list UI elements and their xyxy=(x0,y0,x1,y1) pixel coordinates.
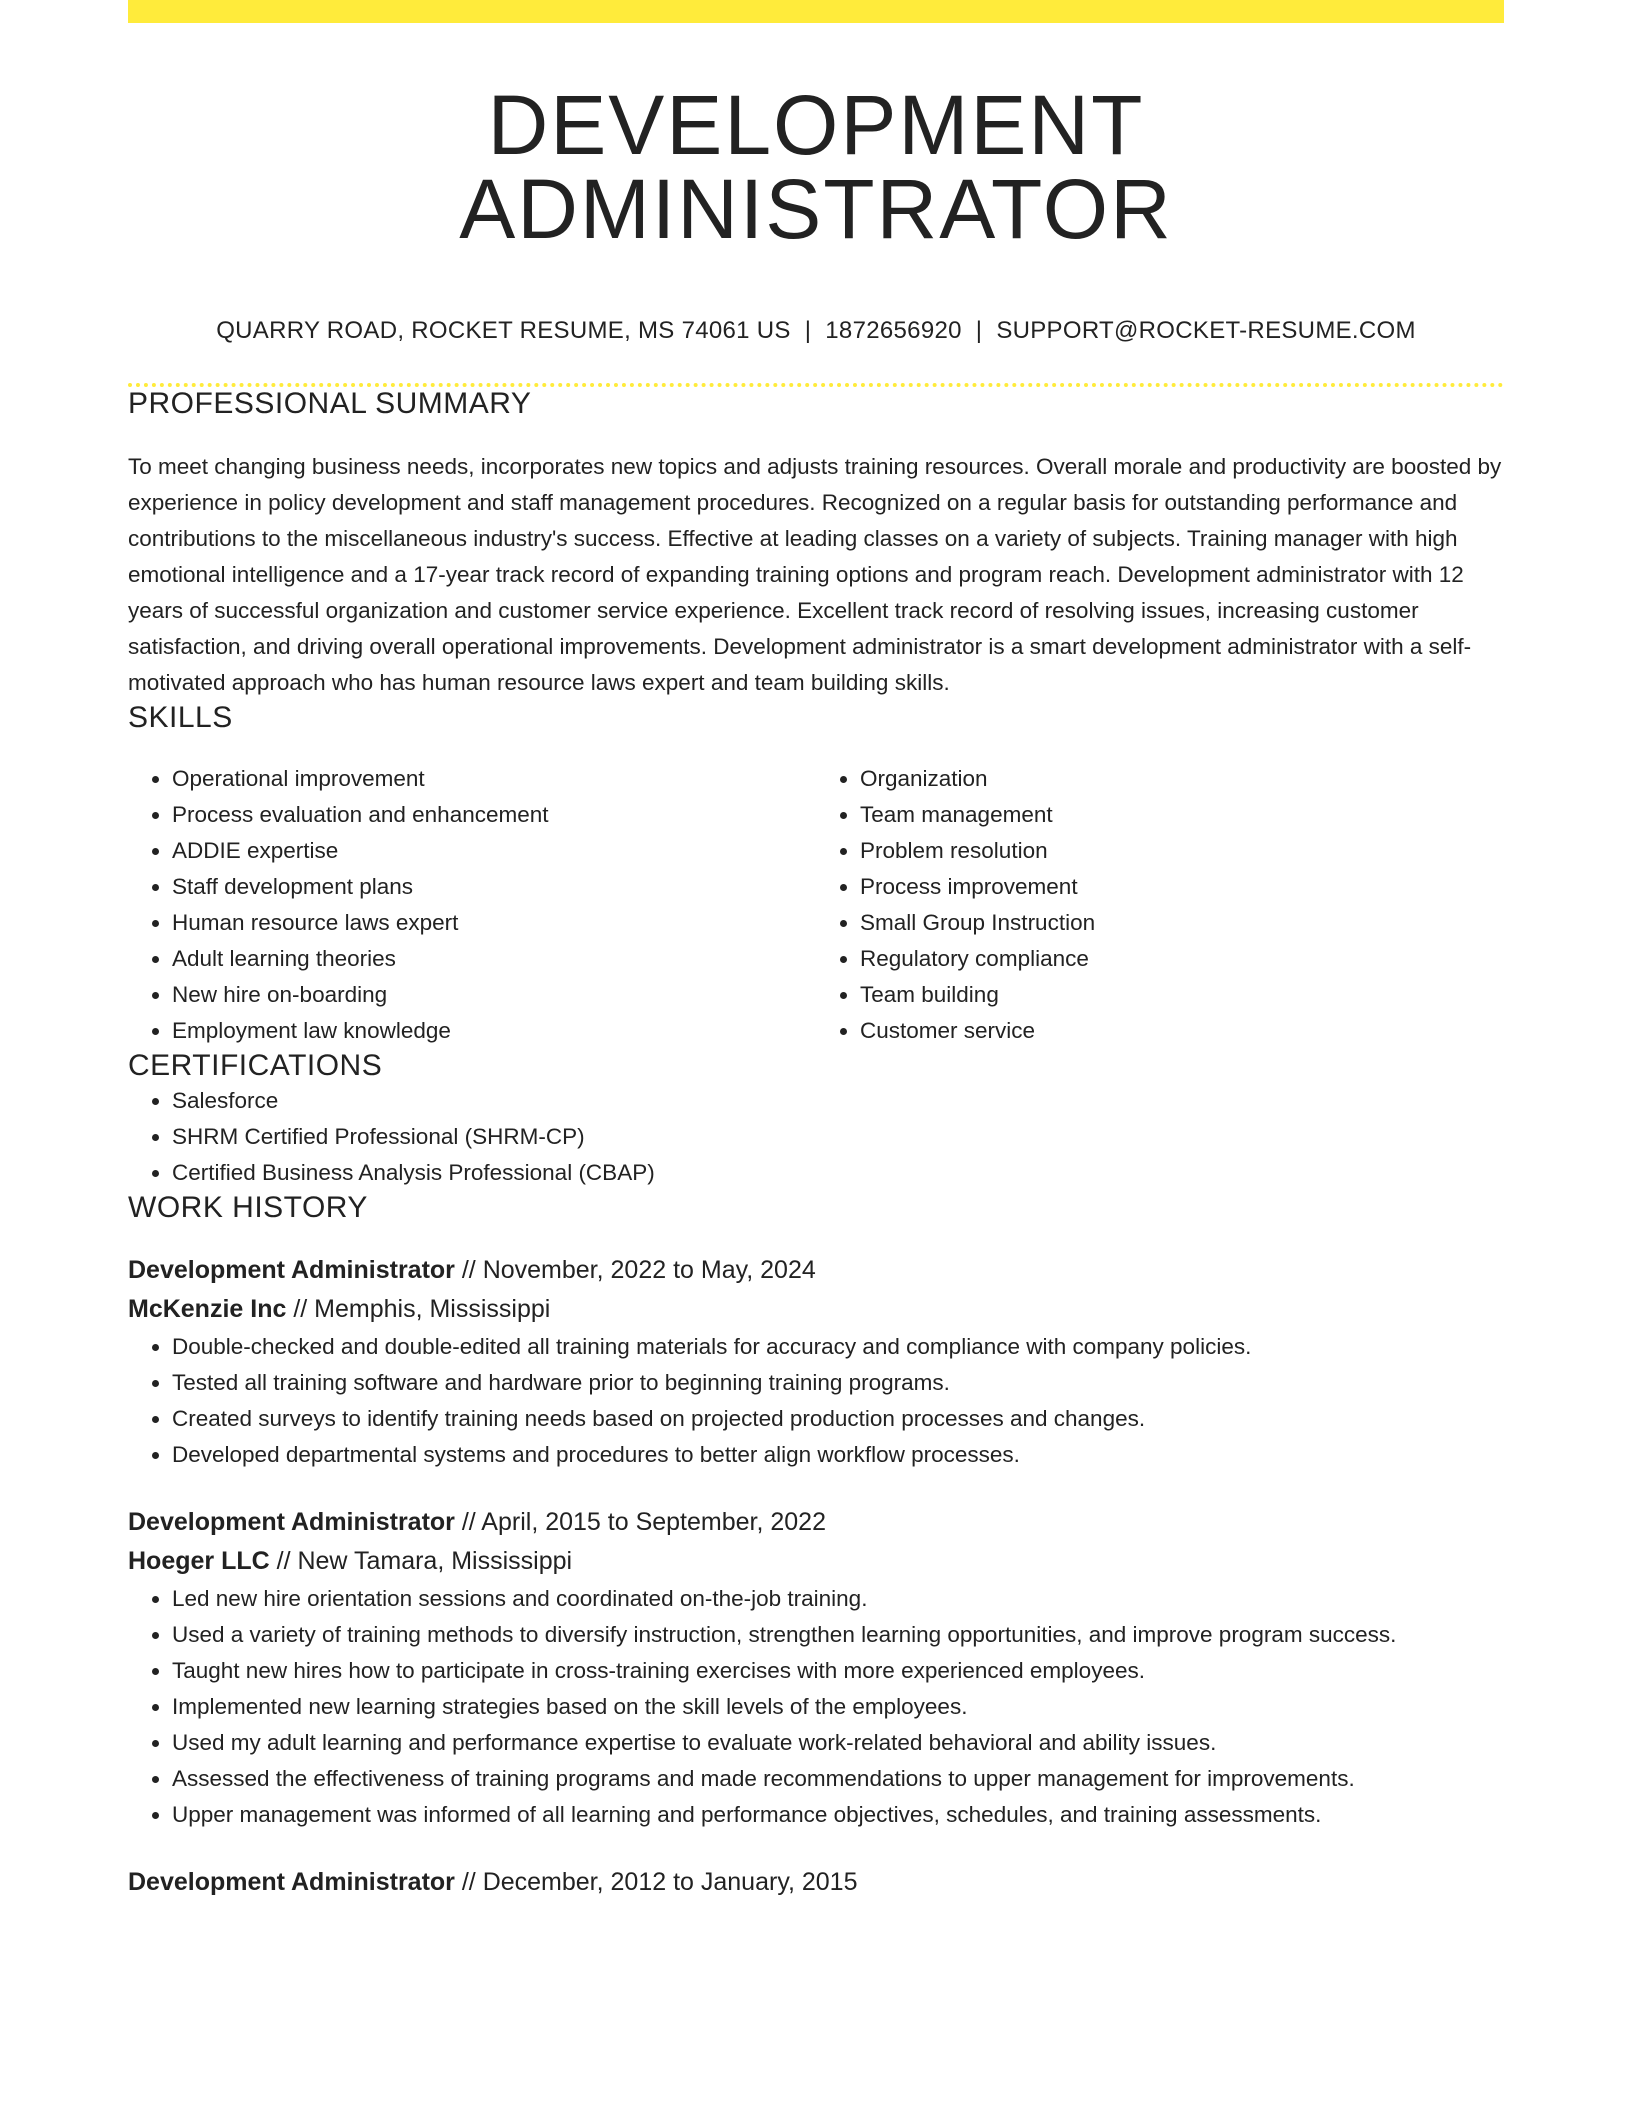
job-bullet: • Taught new hires how to participate in cross-training exercises with more experienced employees. xyxy=(172,1653,1504,1689)
certification-item: • Salesforce xyxy=(172,1083,1504,1119)
job-bullet: • Created surveys to identify training needs based on projected production processes and changes. xyxy=(172,1401,1504,1437)
job-title-line xyxy=(128,1503,1504,1542)
job-company: Hoeger LLC xyxy=(128,1547,270,1575)
job-entry xyxy=(128,1503,1504,1833)
job-entry xyxy=(128,1863,1504,1902)
certifications-list xyxy=(128,1083,1504,1191)
skills-columns xyxy=(128,761,1504,1049)
job-bullets xyxy=(128,1581,1504,1833)
job-bullet: • Developed departmental systems and procedures to better align workflow processes. xyxy=(172,1437,1504,1473)
skill-item: • Regulatory compliance xyxy=(860,941,1504,977)
job-title-line xyxy=(128,1251,1504,1290)
summary-text: To meet changing business needs, incorporates new topics and adjusts training resources. Overall morale and productivity are boosted by experience in policy development and staff management procedures. Recognized on a regular basis for outstanding performance and contributions to the miscellaneous industry's success. Effective at leading classes on a variety of subjects. Training manager with high emotional intelligence and a 17-year track record of expanding training options and program reach. Development administrator with 12 years of successful organization and customer service experience. Excellent track record of resolving issues, increasing customer satisfaction, and driving overall operational improvements. Development administrator is a smart development administrator with a self-motivated approach who has human resource laws expert and team building skills. xyxy=(128,454,1502,695)
skill-item: • Organization xyxy=(860,761,1504,797)
address: QUARRY ROAD, ROCKET RESUME, MS 74061 US xyxy=(216,317,791,344)
phone: 1872656920 xyxy=(825,317,962,344)
job-bullet: • Implemented new learning strategies based on the skill levels of the employees. xyxy=(172,1689,1504,1725)
skill-item: • Process improvement xyxy=(860,869,1504,905)
skill-item: • Employment law knowledge xyxy=(172,1013,816,1049)
skill-item: • Customer service xyxy=(860,1013,1504,1049)
skill-item: • ADDIE expertise xyxy=(172,833,816,869)
job-dates: // December, 2012 to January, 2015 xyxy=(454,1868,858,1896)
skill-item: • Adult learning theories xyxy=(172,941,816,977)
job-company-line xyxy=(128,1290,1504,1329)
job-bullet: • Assessed the effectiveness of training programs and made recommendations to upper management for improvements. xyxy=(172,1761,1504,1797)
certification-item: • SHRM Certified Professional (SHRM-CP) xyxy=(172,1119,1504,1155)
resume-name: DEVELOPMENT ADMINISTRATOR xyxy=(459,78,1173,256)
skill-item: • Operational improvement xyxy=(172,761,816,797)
section-heading-skills: SKILLS xyxy=(128,701,233,734)
skill-item: • New hire on-boarding xyxy=(172,977,816,1013)
contact-line xyxy=(128,317,1504,345)
top-accent-bar xyxy=(128,0,1504,23)
job-title: Development Administrator xyxy=(128,1256,455,1284)
job-bullet: • Led new hire orientation sessions and coordinated on-the-job training. xyxy=(172,1581,1504,1617)
certification-item: • Certified Business Analysis Professional (CBAP) xyxy=(172,1155,1504,1191)
job-company-line xyxy=(128,1542,1504,1581)
section-heading-summary: PROFESSIONAL SUMMARY xyxy=(128,387,532,420)
skills-list-right xyxy=(816,761,1504,1049)
job-bullets xyxy=(128,1329,1504,1473)
job-bullet: • Upper management was informed of all learning and performance objectives, schedules, and training assessments. xyxy=(172,1797,1504,1833)
job-title: Development Administrator xyxy=(128,1868,455,1896)
skill-item: • Staff development plans xyxy=(172,869,816,905)
skill-item: • Problem resolution xyxy=(860,833,1504,869)
contact-separator: | xyxy=(804,317,812,344)
job-bullet: • Double-checked and double-edited all training materials for accuracy and compliance with company policies. xyxy=(172,1329,1504,1365)
section-heading-work-history: WORK HISTORY xyxy=(128,1191,368,1224)
job-entry xyxy=(128,1251,1504,1473)
skill-item: • Team building xyxy=(860,977,1504,1013)
skills-list-left xyxy=(128,761,816,1049)
email[interactable]: SUPPORT@ROCKET-RESUME.COM xyxy=(996,317,1416,344)
skill-item: • Process evaluation and enhancement xyxy=(172,797,816,833)
resume-page xyxy=(128,0,1504,1902)
job-title: Development Administrator xyxy=(128,1508,455,1536)
job-bullet: • Used a variety of training methods to diversify instruction, strengthen learning opportunities, and improve program success. xyxy=(172,1617,1504,1653)
contact-separator: | xyxy=(975,317,983,344)
section-heading-certifications: CERTIFICATIONS xyxy=(128,1049,383,1082)
skill-item: • Human resource laws expert xyxy=(172,905,816,941)
job-company: McKenzie Inc xyxy=(128,1295,287,1323)
job-location: // Memphis, Mississippi xyxy=(286,1295,551,1323)
job-dates: // April, 2015 to September, 2022 xyxy=(454,1508,826,1536)
job-dates: // November, 2022 to May, 2024 xyxy=(454,1256,816,1284)
job-bullet: • Tested all training software and hardware prior to beginning training programs. xyxy=(172,1365,1504,1401)
job-title-line xyxy=(128,1863,1504,1902)
skill-item: • Team management xyxy=(860,797,1504,833)
job-location: // New Tamara, Mississippi xyxy=(269,1547,573,1575)
skill-item: • Small Group Instruction xyxy=(860,905,1504,941)
job-bullet: • Used my adult learning and performance expertise to evaluate work-related behavioral and ability issues. xyxy=(172,1725,1504,1761)
